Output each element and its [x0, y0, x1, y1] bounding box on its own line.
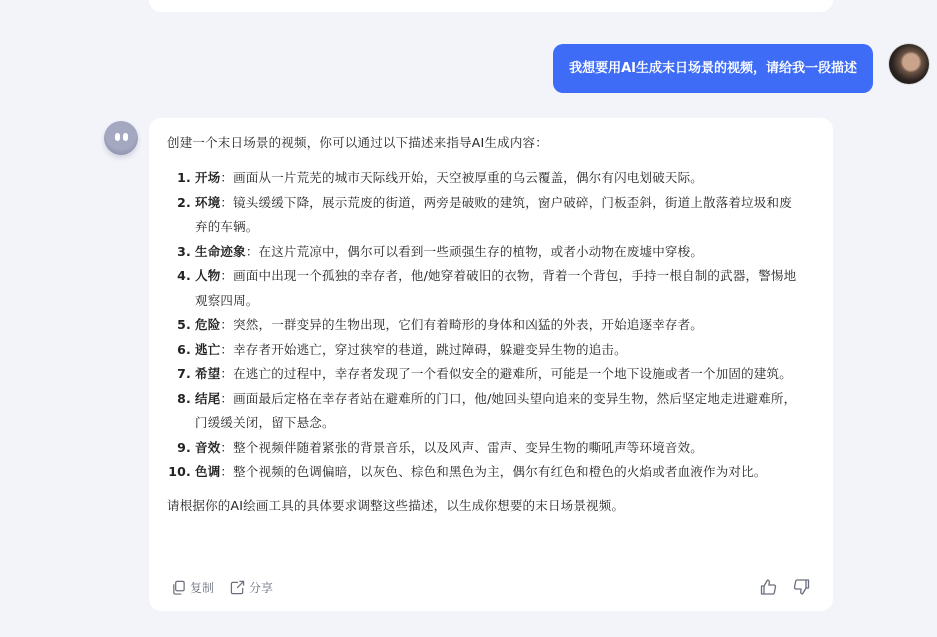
item-title: 音效 [195, 439, 221, 455]
list-number: 7. [177, 366, 191, 381]
list-number: 10. [168, 464, 191, 479]
item-text: ：幸存者开始逃亡，穿过狭窄的巷道，跳过障碍，躲避变异生物的追击。 [220, 341, 627, 357]
item-title: 希望 [195, 366, 221, 381]
reply-intro: 创建一个末日场景的视频，你可以通过以下描述来指导AI生成内容： [167, 135, 548, 150]
list-number: 6. [177, 341, 191, 357]
thumbs-down-icon [793, 578, 811, 596]
list-number: 9. [177, 439, 191, 455]
item-title: 结尾 [195, 390, 221, 406]
item-text: ：画面最后定格在幸存者站在避难所的门口，他/她回头望向追来的变异生物，然后坚定地走进避难所，门缓缓关闭，留下悬念。 [195, 390, 797, 430]
list-item [167, 387, 801, 436]
item-text: ：整个视频的色调偏暗，以灰色、棕色和黑色为主，偶尔有红色和橙色的火焰或者血液作为对比。 [220, 464, 767, 479]
list-item [167, 166, 801, 191]
item-title: 危险 [195, 317, 221, 332]
list-item [167, 460, 801, 485]
list-number: 1. [177, 170, 191, 185]
list-item [167, 338, 801, 363]
user-message-row [553, 44, 881, 93]
item-text: ：画面中出现一个孤独的幸存者，他/她穿着破旧的衣物，背着一个背包，手持一根自制的武器，警惕地观察四周。 [195, 268, 797, 308]
share-label: 分享 [249, 580, 274, 595]
list-number: 2. [177, 194, 191, 210]
assistant-message-card [149, 118, 833, 611]
item-text: ：整个视频伴随着紧张的背景音乐，以及风声、雷声、变异生物的嘶吼声等环境音效。 [220, 439, 704, 455]
list-number: 4. [177, 268, 191, 283]
item-text: ：在逃亡的过程中，幸存者发现了一个看似安全的避难所，可能是一个地下设施或者一个加固的建筑。 [220, 366, 792, 381]
copy-button[interactable] [171, 579, 214, 596]
item-title: 色调 [195, 464, 221, 479]
list-item [167, 240, 801, 265]
item-title: 人物 [195, 268, 221, 283]
item-title: 环境 [195, 194, 221, 210]
assistant-avatar [104, 121, 138, 155]
list-item [167, 264, 801, 313]
item-text: ：镜头缓缓下降，展示荒废的街道，两旁是破败的建筑，窗户破碎，门板歪斜，街道上散落着垃圾和废弃的车辆。 [195, 194, 792, 234]
list-item [167, 436, 801, 461]
list-number: 3. [177, 243, 191, 259]
list-item [167, 191, 801, 240]
previous-message-card [149, 0, 833, 12]
share-button[interactable] [230, 579, 273, 596]
reply-outro: 请根据你的AI绘画工具的具体要求调整这些描述，以生成你想要的末日场景视频。 [167, 497, 625, 513]
avatar-left-eye [115, 133, 120, 141]
user-avatar[interactable] [889, 44, 929, 84]
item-text: ：画面从一片荒芜的城市天际线开始，天空被厚重的乌云覆盖，偶尔有闪电划破天际。 [220, 170, 704, 185]
share-icon [230, 580, 245, 595]
copy-icon [171, 580, 186, 595]
item-text: ：突然，一群变异的生物出现，它们有着畸形的身体和凶猛的外表，开始追逐幸存者。 [220, 317, 704, 332]
item-text: ：在这片荒凉中，偶尔可以看到一些顽强生存的植物，或者小动物在废墟中穿梭。 [245, 243, 704, 259]
message-actions [171, 575, 811, 599]
dislike-button[interactable] [793, 578, 811, 596]
list-item [167, 313, 801, 338]
item-title: 生命迹象 [195, 243, 246, 259]
item-title: 逃亡 [195, 341, 221, 357]
like-button[interactable] [759, 578, 777, 596]
reply-list [167, 166, 815, 485]
user-message-bubble: 我想要用AI生成末日场景的视频，请给我一段描述 [553, 44, 873, 93]
list-item [167, 362, 801, 387]
avatar-right-eye [123, 133, 128, 141]
thumbs-up-icon [759, 578, 777, 596]
item-title: 开场 [195, 170, 221, 185]
list-number: 5. [177, 317, 191, 332]
copy-label: 复制 [190, 580, 215, 595]
list-number: 8. [177, 390, 191, 406]
